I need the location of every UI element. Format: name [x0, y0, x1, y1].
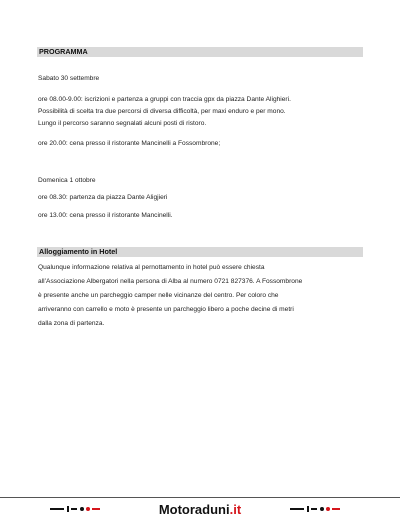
alloggiamento-heading: Alloggiamento in Hotel: [37, 247, 363, 257]
brand-tld: .it: [229, 502, 242, 517]
day2-line-1: ore 08.30: partenza da piazza Dante Aligjieri: [38, 194, 168, 201]
day2-line-2: ore 13.00: cena presso il ristorante Mancinelli.: [38, 212, 173, 219]
footer-divider: [0, 497, 400, 498]
alloggiamento-line-2: all’Associazione Albergatori nella persona di Alba al numero 0721 827376. A Fossombrone: [38, 278, 303, 285]
programma-heading: PROGRAMMA: [37, 47, 363, 57]
brand-name: Motoraduni: [158, 502, 230, 517]
day2-title: Domenica 1 ottobre: [38, 177, 96, 184]
alloggiamento-line-3: è presente anche un parcheggio camper nelle vicinanze del centro. Per coloro che: [38, 292, 279, 299]
alloggiamento-line-5: dalla zona di partenza.: [38, 320, 105, 327]
footer-decoration-right: [290, 508, 342, 514]
footer-decoration-left: [50, 508, 102, 514]
day1-line-2: Possibilità di scelta tra due percorsi di diversa difficoltà, per maxi enduro e per mono.: [38, 108, 286, 115]
day1-title: Sabato 30 settembre: [38, 75, 100, 82]
alloggiamento-line-4: arriveranno con carrello e moto è presente un parcheggio libero a poche decine di metri: [38, 306, 294, 313]
day1-line-4: ore 20.00: cena presso il ristorante Mancinelli a Fossombrone;: [38, 140, 221, 147]
brand-logo[interactable]: [120, 501, 280, 519]
day1-line-3: Lungo il percorso saranno segnalati alcuni posti di ristoro.: [38, 120, 207, 127]
alloggiamento-line-1: Qualunque informazione relativa al pernottamento in hotel può essere chiesta: [38, 264, 265, 271]
day1-line-1: ore 08.00-9.00: iscrizioni e partenza a gruppi con traccia gpx da piazza Dante Alighieri.: [38, 96, 291, 103]
